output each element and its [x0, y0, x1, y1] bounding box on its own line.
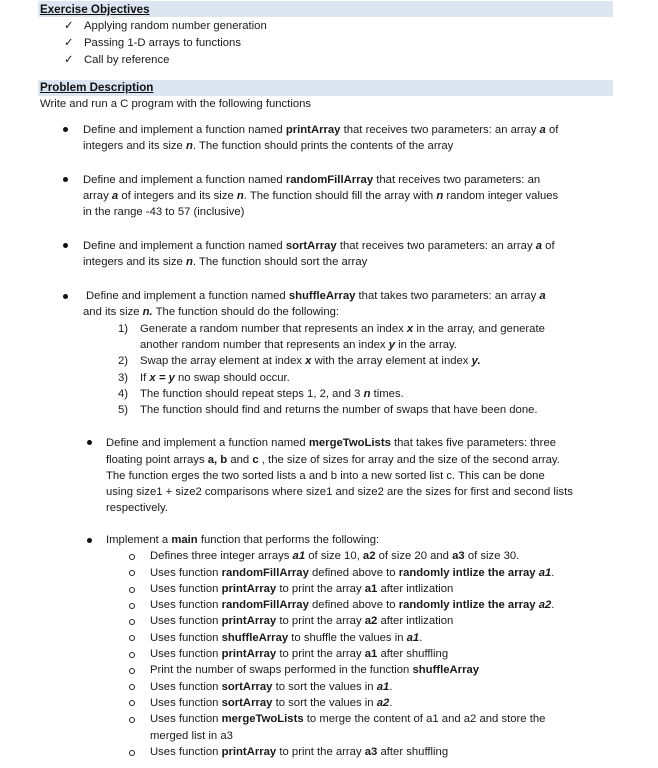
circle-bullet-icon [129, 684, 135, 690]
objective-item: ✓ Passing 1-D arrays to functions [64, 37, 241, 49]
objective-item: ✓ Call by reference [64, 54, 170, 66]
main-step: Uses function printArray to print the array a2 after intlization [150, 615, 454, 627]
main-step-continued: merged list in a3 [150, 730, 233, 742]
circle-bullet-icon [129, 570, 135, 576]
main-step: Defines three integer arrays a1 of size 10, a2 of size 20 and a3 of size 30. [150, 550, 520, 562]
circle-bullet-icon [129, 668, 135, 674]
task-merge-line1: Define and implement a function named mergeTwoLists that takes five parameters: three [106, 437, 557, 449]
main-step: Uses function printArray to print the array a3 after shuffling [150, 746, 449, 758]
bullet-icon [63, 127, 68, 132]
task-sort-line2: integers and its size n. The function should sort the array [83, 256, 368, 268]
step-text: The function should repeat steps 1, 2, and 3 n times. [140, 388, 404, 400]
circle-bullet-icon [129, 635, 135, 641]
checkmark-icon: ✓ [64, 37, 74, 49]
task-print-line1: Define and implement a function named printArray that receives two parameters: an array a of [83, 124, 559, 136]
circle-bullet-icon [129, 619, 135, 625]
main-step: Uses function sortArray to sort the values in a1. [150, 681, 393, 693]
checkmark-icon: ✓ [64, 54, 74, 66]
step-number: 1) [118, 323, 129, 335]
step-text: Swap the array element at index x with the array element at index y. [140, 355, 481, 367]
main-step: Uses function sortArray to sort the values in a2. [150, 697, 393, 709]
main-step: Uses function randomFillArray defined above to randomly intlize the array a2. [150, 599, 555, 611]
step-number: 5) [118, 404, 129, 416]
checkmark-icon: ✓ [64, 20, 74, 32]
main-step: Print the number of swaps performed in the function shuffleArray [150, 664, 480, 676]
task-merge-line4: using size1 + size2 comparisons where size1 and size2 are the sizes for first and second lists [106, 486, 573, 498]
task-main-line1: Implement a main function that performs the following: [106, 534, 380, 546]
main-step: Uses function randomFillArray defined above to randomly intlize the array a1. [150, 567, 555, 579]
step-text: another random number that represents an index y in the array. [140, 339, 457, 351]
step-number: 3) [118, 372, 129, 384]
task-merge-line3: The function erges the two sorted lists a and b into a new sorted list c. This can be done [106, 470, 545, 482]
problem-intro: Write and run a C program with the following functions [40, 98, 312, 110]
bullet-icon [63, 294, 68, 299]
circle-bullet-icon [129, 587, 135, 593]
step-text: If x = y no swap should occur. [140, 372, 290, 384]
task-sort-line1: Define and implement a function named sortArray that receives two parameters: an array a of [83, 240, 555, 252]
problem-heading: Problem Description [40, 81, 154, 94]
circle-bullet-icon [129, 652, 135, 658]
objective-item: ✓ Applying random number generation [64, 20, 267, 32]
step-number: 2) [118, 355, 129, 367]
step-text: Generate a random number that represents an index x in the array, and generate [140, 323, 545, 335]
bullet-icon [87, 440, 92, 445]
bullet-icon [63, 243, 68, 248]
main-step: Uses function mergeTwoLists to merge the content of a1 and a2 and store the [150, 713, 546, 725]
circle-bullet-icon [129, 750, 135, 756]
task-shuffle-line1: Define and implement a function named shuffleArray that takes two parameters: an array a [86, 290, 546, 302]
task-print-line2: integers and its size n. The function should prints the contents of the array [83, 140, 454, 152]
objectives-heading: Exercise Objectives [40, 3, 150, 16]
task-merge-line2: floating point arrays a, b and c , the size of sizes for array and the size of the second array. [106, 454, 560, 466]
main-step: Uses function printArray to print the array a1 after intlization [150, 583, 454, 595]
circle-bullet-icon [129, 700, 135, 706]
bullet-icon [63, 177, 68, 182]
task-shuffle-line2: and its size n. The function should do the following: [83, 306, 340, 318]
circle-bullet-icon [129, 554, 135, 560]
step-number: 4) [118, 388, 129, 400]
task-merge-line5: respectively. [106, 502, 168, 514]
circle-bullet-icon [129, 717, 135, 723]
step-text: The function should find and returns the number of swaps that have been done. [140, 404, 538, 416]
task-fill-line3: in the range -43 to 57 (inclusive) [83, 206, 245, 218]
bullet-icon [87, 538, 92, 543]
main-step: Uses function shuffleArray to shuffle the values in a1. [150, 632, 423, 644]
task-fill-line2: array a of integers and its size n. The function should fill the array with n random integer values [83, 190, 559, 202]
main-step: Uses function printArray to print the array a1 after shuffling [150, 648, 449, 660]
circle-bullet-icon [129, 603, 135, 609]
task-fill-line1: Define and implement a function named randomFillArray that receives two parameters: an [83, 174, 541, 186]
